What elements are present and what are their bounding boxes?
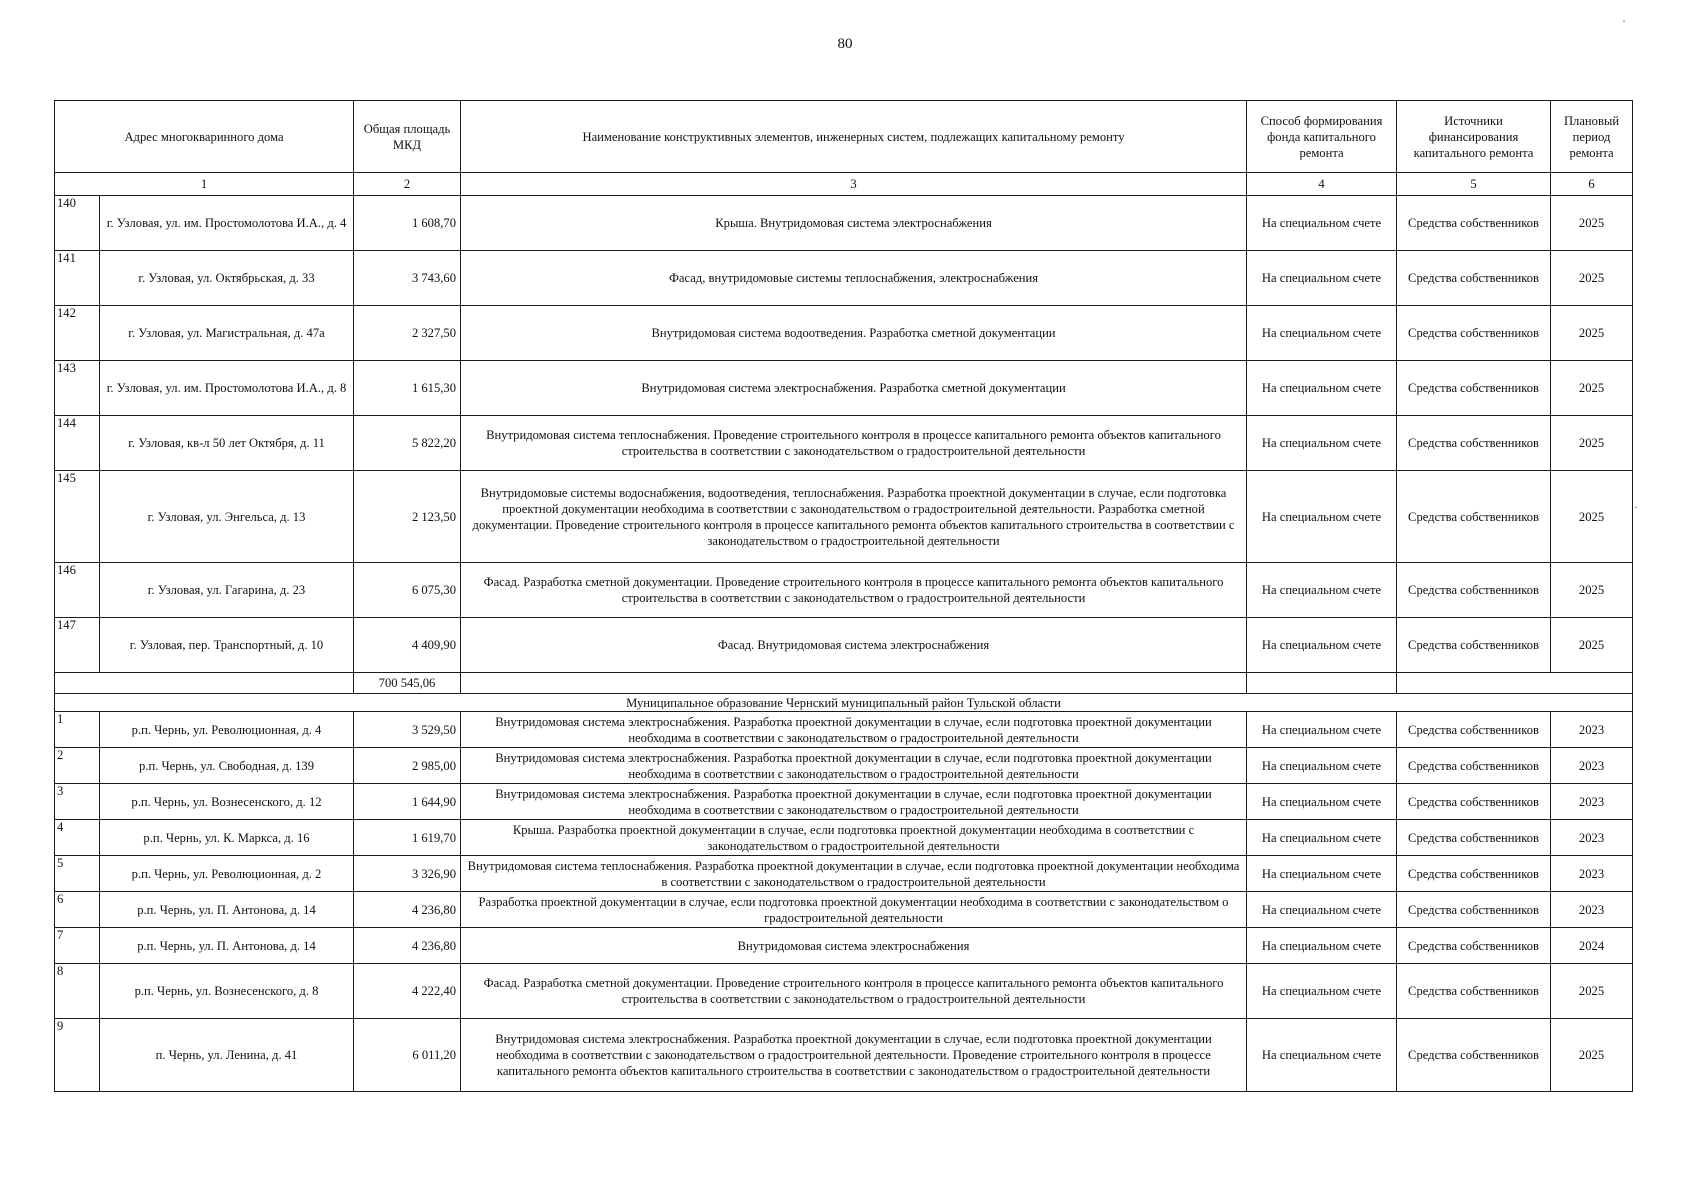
row-area: 1 615,30 (354, 361, 461, 416)
header-elements: Наименование конструктивных элементов, инженерных систем, подлежащих капитальному ремонту (461, 101, 1247, 173)
column-number: 5 (1397, 173, 1551, 196)
row-number: 144 (55, 416, 100, 471)
row-address: г. Узловая, ул. Магистральная, д. 47а (100, 306, 354, 361)
column-number: 6 (1551, 173, 1633, 196)
row-number: 4 (55, 820, 100, 856)
table-row (55, 856, 1633, 892)
row-method: На специальном счете (1247, 618, 1397, 673)
header-area: Общая площадь МКД (354, 101, 461, 173)
row-area: 2 985,00 (354, 748, 461, 784)
row-source: Средства собственников (1397, 251, 1551, 306)
header-period: Плановый период ремонта (1551, 101, 1633, 173)
row-method: На специальном счете (1247, 563, 1397, 618)
row-source: Средства собственников (1397, 928, 1551, 964)
row-number: 5 (55, 856, 100, 892)
table-row (55, 892, 1633, 928)
row-source: Средства собственников (1397, 416, 1551, 471)
capital-repair-table (54, 100, 1633, 1092)
column-number: 3 (461, 173, 1247, 196)
row-area: 4 409,90 (354, 618, 461, 673)
table-row (55, 471, 1633, 563)
table-row (55, 712, 1633, 748)
row-elements: Разработка проектной документации в случае, если подготовка проектной документации необходима в соответствии с законодательством о градостроительной деятельности (461, 892, 1247, 928)
row-number: 140 (55, 196, 100, 251)
row-elements: Внутридомовая система электроснабжения. Разработка проектной документации в случае, если подготовка проектной документации необходима в соответствии с законодательством о градостроительной деятельности (461, 784, 1247, 820)
row-year: 2025 (1551, 196, 1633, 251)
row-elements: Фасад. Разработка сметной документации. Проведение строительного контроля в процессе капитального ремонта объектов капитального строительства в соответствии с законодательством о градостроительной деятельности (461, 563, 1247, 618)
row-method: На специальном счете (1247, 856, 1397, 892)
table-body (55, 101, 1633, 1092)
row-source: Средства собственников (1397, 784, 1551, 820)
row-source: Средства собственников (1397, 361, 1551, 416)
row-area: 2 327,50 (354, 306, 461, 361)
row-area: 1 608,70 (354, 196, 461, 251)
column-number: 4 (1247, 173, 1397, 196)
row-elements: Крыша. Внутридомовая система электроснабжения (461, 196, 1247, 251)
table-row (55, 416, 1633, 471)
row-elements: Внутридомовая система теплоснабжения. Проведение строительного контроля в процессе капитального ремонта объектов капитального строительства в соответствии с законодательством о градостроительной деятельности (461, 416, 1247, 471)
row-number: 146 (55, 563, 100, 618)
row-method: На специальном счете (1247, 251, 1397, 306)
page-number: 80 (837, 36, 853, 52)
row-area: 6 011,20 (354, 1019, 461, 1092)
row-area: 3 743,60 (354, 251, 461, 306)
row-number: 8 (55, 964, 100, 1019)
column-number: 2 (354, 173, 461, 196)
row-year: 2025 (1551, 563, 1633, 618)
scan-mark: · (1622, 14, 1626, 28)
row-area: 4 236,80 (354, 892, 461, 928)
row-year: 2025 (1551, 964, 1633, 1019)
row-address: р.п. Чернь, ул. Свободная, д. 139 (100, 748, 354, 784)
row-area: 4 222,40 (354, 964, 461, 1019)
row-number: 3 (55, 784, 100, 820)
row-source: Средства собственников (1397, 471, 1551, 563)
total-row (55, 673, 1633, 694)
row-year: 2025 (1551, 251, 1633, 306)
table-row (55, 251, 1633, 306)
row-number: 143 (55, 361, 100, 416)
row-method: На специальном счете (1247, 361, 1397, 416)
row-area: 1 619,70 (354, 820, 461, 856)
row-address: г. Узловая, ул. им. Простомолотова И.А., д. 8 (100, 361, 354, 416)
row-number: 141 (55, 251, 100, 306)
total-empty (1397, 673, 1633, 694)
row-source: Средства собственников (1397, 820, 1551, 856)
row-method: На специальном счете (1247, 416, 1397, 471)
row-address: р.п. Чернь, ул. Вознесенского, д. 8 (100, 964, 354, 1019)
row-method: На специальном счете (1247, 748, 1397, 784)
row-number: 9 (55, 1019, 100, 1092)
row-year: 2025 (1551, 361, 1633, 416)
row-year: 2025 (1551, 416, 1633, 471)
row-area: 3 326,90 (354, 856, 461, 892)
row-number: 2 (55, 748, 100, 784)
header-sources: Источники финансирования капитального ремонта (1397, 101, 1551, 173)
row-elements: Внутридомовая система электроснабжения. Разработка проектной документации в случае, если подготовка проектной документации необходима в соответствии с законодательством о градостроительной деятельности (461, 748, 1247, 784)
row-area: 2 123,50 (354, 471, 461, 563)
section-title: Муниципальное образование Чернский муниципальный район Тульской области (55, 694, 1633, 712)
table-row (55, 196, 1633, 251)
row-area: 6 075,30 (354, 563, 461, 618)
row-source: Средства собственников (1397, 306, 1551, 361)
table-row (55, 1019, 1633, 1092)
row-source: Средства собственников (1397, 748, 1551, 784)
row-number: 147 (55, 618, 100, 673)
row-year: 2023 (1551, 820, 1633, 856)
row-year: 2025 (1551, 618, 1633, 673)
row-elements: Внутридомовая система водоотведения. Разработка сметной документации (461, 306, 1247, 361)
row-address: г. Узловая, ул. Гагарина, д. 23 (100, 563, 354, 618)
row-address: р.п. Чернь, ул. Революционная, д. 2 (100, 856, 354, 892)
row-number: 145 (55, 471, 100, 563)
row-method: На специальном счете (1247, 471, 1397, 563)
row-address: р.п. Чернь, ул. Вознесенского, д. 12 (100, 784, 354, 820)
row-year: 2023 (1551, 784, 1633, 820)
row-method: На специальном счете (1247, 712, 1397, 748)
row-address: р.п. Чернь, ул. П. Антонова, д. 14 (100, 928, 354, 964)
header-row (55, 101, 1633, 173)
row-year: 2023 (1551, 892, 1633, 928)
row-address: г. Узловая, ул. им. Простомолотова И.А., д. 4 (100, 196, 354, 251)
header-address: Адрес многокваринного дома (55, 101, 354, 173)
row-source: Средства собственников (1397, 892, 1551, 928)
total-area: 700 545,06 (354, 673, 461, 694)
row-number: 1 (55, 712, 100, 748)
table-row (55, 618, 1633, 673)
scan-mark: · (1634, 500, 1638, 514)
row-elements: Внутридомовая система электроснабжения. Разработка сметной документации (461, 361, 1247, 416)
row-number: 142 (55, 306, 100, 361)
row-elements: Внутридомовая система электроснабжения. Разработка проектной документации в случае, если подготовка проектной документации необходима в соответствии с законодательством о градостроительной деятельности. Проведение строительного контроля в процессе капитального ремонта объектов капитального строительства в соответствии с законодательством о градостроительной деятельности (461, 1019, 1247, 1092)
row-year: 2025 (1551, 306, 1633, 361)
total-empty (461, 673, 1247, 694)
table-row (55, 563, 1633, 618)
row-elements: Внутридомовая система электроснабжения. Разработка проектной документации в случае, если подготовка проектной документации необходима в соответствии с законодательством о градостроительной деятельности (461, 712, 1247, 748)
row-year: 2024 (1551, 928, 1633, 964)
row-method: На специальном счете (1247, 892, 1397, 928)
row-elements: Фасад, внутридомовые системы теплоснабжения, электроснабжения (461, 251, 1247, 306)
row-elements: Крыша. Разработка проектной документации в случае, если подготовка проектной документации необходима в соответствии с законодательством о градостроительной деятельности (461, 820, 1247, 856)
row-elements: Внутридомовая система электроснабжения (461, 928, 1247, 964)
row-elements: Внутридомовая система теплоснабжения. Разработка проектной документации в случае, если подготовка проектной документации необходима в соответствии с законодательством о градостроительной деятельности (461, 856, 1247, 892)
row-method: На специальном счете (1247, 784, 1397, 820)
row-address: п. Чернь, ул. Ленина, д. 41 (100, 1019, 354, 1092)
row-address: р.п. Чернь, ул. Революционная, д. 4 (100, 712, 354, 748)
column-number: 1 (55, 173, 354, 196)
column-number-row (55, 173, 1633, 196)
table-row (55, 784, 1633, 820)
table-row (55, 928, 1633, 964)
row-address: г. Узловая, пер. Транспортный, д. 10 (100, 618, 354, 673)
row-method: На специальном счете (1247, 820, 1397, 856)
row-address: г. Узловая, ул. Октябрьская, д. 33 (100, 251, 354, 306)
table-row (55, 306, 1633, 361)
table-row (55, 820, 1633, 856)
row-source: Средства собственников (1397, 964, 1551, 1019)
row-source: Средства собственников (1397, 563, 1551, 618)
row-address: р.п. Чернь, ул. К. Маркса, д. 16 (100, 820, 354, 856)
row-source: Средства собственников (1397, 618, 1551, 673)
row-source: Средства собственников (1397, 196, 1551, 251)
row-area: 5 822,20 (354, 416, 461, 471)
row-method: На специальном счете (1247, 964, 1397, 1019)
row-area: 4 236,80 (354, 928, 461, 964)
row-source: Средства собственников (1397, 856, 1551, 892)
total-empty (1247, 673, 1397, 694)
total-label (55, 673, 354, 694)
row-method: На специальном счете (1247, 928, 1397, 964)
table-row (55, 748, 1633, 784)
row-address: р.п. Чернь, ул. П. Антонова, д. 14 (100, 892, 354, 928)
row-elements: Внутридомовые системы водоснабжения, водоотведения, теплоснабжения. Разработка проектной документации в случае, если подготовка проектной документации необходима в соответствии с законодательством о градостроительной деятельности. Разработка сметной документации. Проведение строительного контроля в процессе капитального ремонта объектов капитального строительства в соответствии с законодательством о градостроительной деятельности (461, 471, 1247, 563)
row-year: 2023 (1551, 856, 1633, 892)
row-area: 3 529,50 (354, 712, 461, 748)
row-source: Средства собственников (1397, 712, 1551, 748)
header-method: Способ формирования фонда капитального ремонта (1247, 101, 1397, 173)
row-address: г. Узловая, кв-л 50 лет Октября, д. 11 (100, 416, 354, 471)
row-elements: Фасад. Внутридомовая система электроснабжения (461, 618, 1247, 673)
row-number: 7 (55, 928, 100, 964)
row-address: г. Узловая, ул. Энгельса, д. 13 (100, 471, 354, 563)
row-method: На специальном счете (1247, 196, 1397, 251)
row-year: 2025 (1551, 471, 1633, 563)
row-number: 6 (55, 892, 100, 928)
table-row (55, 361, 1633, 416)
row-method: На специальном счете (1247, 306, 1397, 361)
row-year: 2023 (1551, 748, 1633, 784)
row-method: На специальном счете (1247, 1019, 1397, 1092)
row-area: 1 644,90 (354, 784, 461, 820)
table-row (55, 964, 1633, 1019)
row-elements: Фасад. Разработка сметной документации. Проведение строительного контроля в процессе капитального ремонта объектов капитального строительства в соответствии с законодательством о градостроительной деятельности (461, 964, 1247, 1019)
row-year: 2025 (1551, 1019, 1633, 1092)
row-year: 2023 (1551, 712, 1633, 748)
row-source: Средства собственников (1397, 1019, 1551, 1092)
section-title-row (55, 694, 1633, 712)
